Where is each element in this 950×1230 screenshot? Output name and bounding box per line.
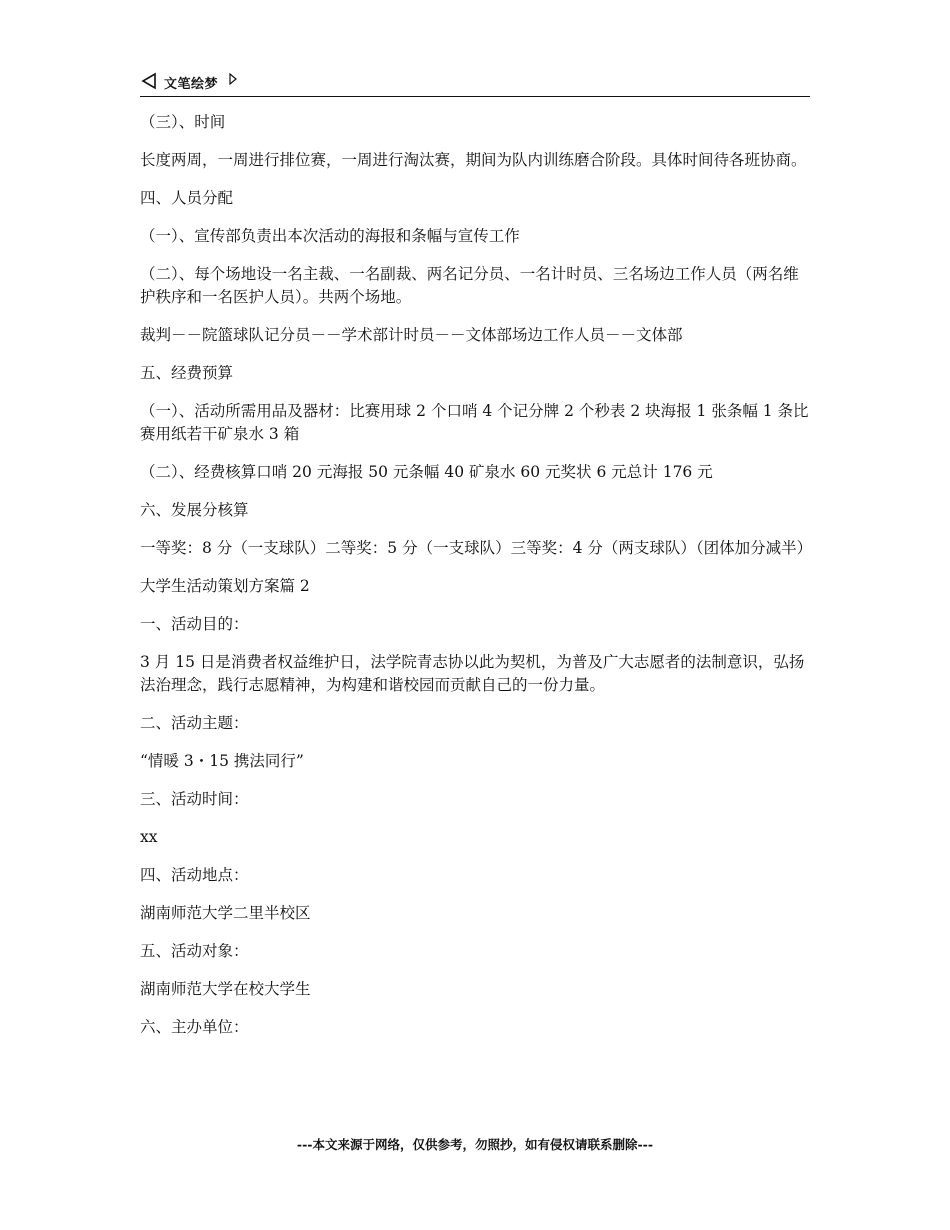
body-paragraph: （一）、活动所需用品及器材：比赛用球 2 个口哨 4 个记分牌 2 个秒表 2 块海报 1 张条幅 1 条比赛用纸若干矿泉水 3 箱 [140,402,809,443]
body-paragraph: （二）、每个场地设一名主裁、一名副裁、两名记分员、一名计时员、三名场边工作人员（两名维护秩序和一名医护人员）。共两个场地。 [140,265,799,306]
body-paragraph: 裁判－－院篮球队记分员－－学术部计时员－－文体部场边工作人员－－文体部 [140,326,683,344]
section-heading-location: 四、活动地点： [140,866,249,884]
footer-notice: ---本文来源于网络，仅供参考，勿照抄，如有侵权请联系删除--- [296,1137,654,1152]
document-body [140,111,812,1054]
section-heading-purpose: 一、活动目的： [140,615,249,633]
left-triangle-icon [140,72,158,90]
body-paragraph: （二）、经费核算口哨 20 元海报 50 元条幅 40 矿泉水 60 元奖状 6 元总计 176 元 [140,463,713,481]
section-heading-time: （三）、时间 [140,113,226,131]
article-title: 大学生活动策划方案篇 2 [140,577,310,595]
section-heading-audience: 五、活动对象： [140,942,249,960]
section-heading-budget: 五、经费预算 [140,364,234,382]
body-paragraph: 湖南师范大学在校大学生 [140,980,311,998]
body-paragraph: 3 月 15 日是消费者权益维护日，法学院青志协以此为契机，为普及广大志愿者的法制意识，弘扬法治理念，践行志愿精神，为构建和谐校园而贡献自己的一份力量。 [140,653,805,694]
section-heading-organizer: 六、主办单位： [140,1018,249,1036]
body-paragraph: “情暖 3・15 携法同行” [140,752,304,770]
body-paragraph: xx [140,828,158,846]
section-heading-points: 六、发展分核算 [140,501,249,519]
body-paragraph: （一）、宣传部负责出本次活动的海报和条幅与宣传工作 [140,227,520,245]
body-paragraph: 长度两周，一周进行排位赛，一周进行淘汰赛，期间为队内训练磨合阶段。具体时间待各班协商。 [140,151,807,169]
brand-name: 文笔绘梦 [164,77,219,92]
right-triangle-icon [228,73,238,85]
section-heading-staff: 四、人员分配 [140,189,234,207]
body-paragraph: 湖南师范大学二里半校区 [140,904,311,922]
body-paragraph: 一等奖：8 分（一支球队）二等奖：5 分（一支球队）三等奖：4 分（两支球队）（团体加分减半） [140,539,813,557]
section-heading-date: 三、活动时间： [140,790,249,808]
document-header [140,68,810,97]
section-heading-theme: 二、活动主题： [140,714,249,732]
